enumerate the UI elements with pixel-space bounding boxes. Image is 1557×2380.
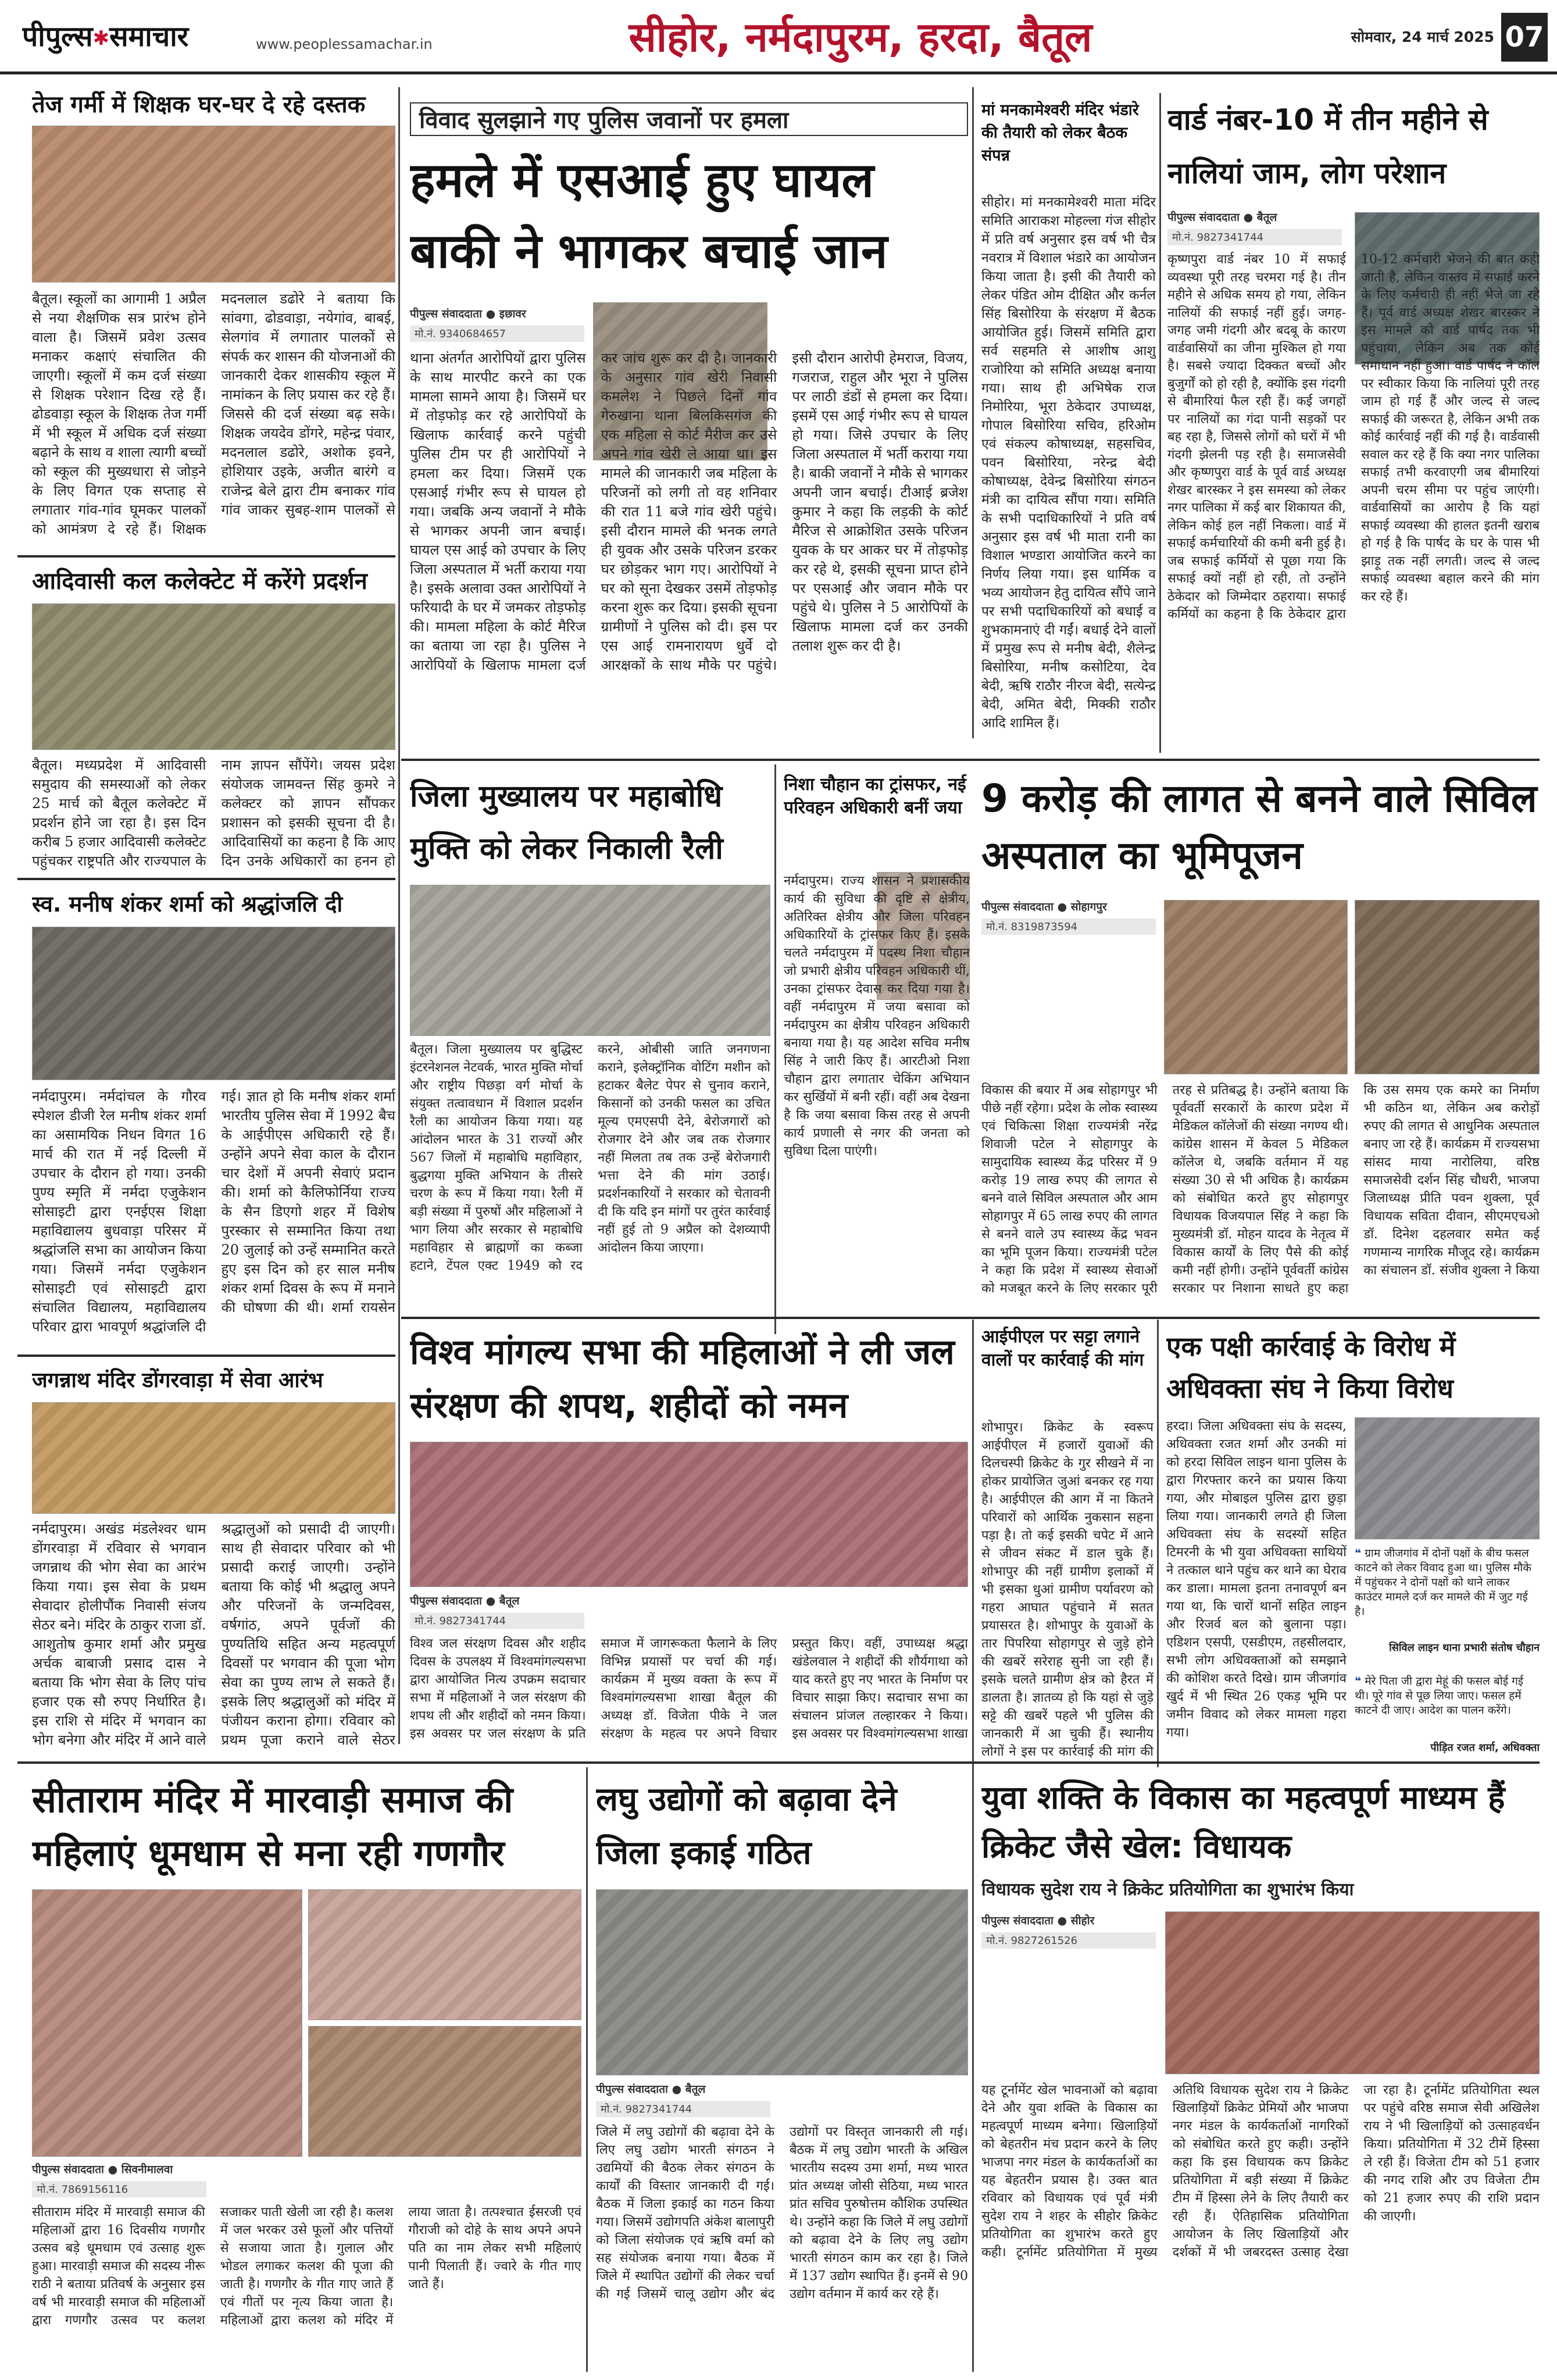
headline: विश्व मांगल्य सभा की महिलाओं ने ली जल संरक्षण की शपथ, शहीदों को नमन bbox=[410, 1332, 955, 1426]
quote-mark-icon: ❝ bbox=[1355, 1675, 1362, 1688]
byline bbox=[410, 1594, 584, 1609]
section-rule bbox=[401, 1317, 1540, 1319]
mobile-number: मो.नं. 7869156116 bbox=[32, 2181, 206, 2197]
section-rule bbox=[17, 555, 395, 558]
column-rule bbox=[1157, 1320, 1159, 1767]
pin-icon: ● bbox=[485, 1595, 496, 1607]
article-photo bbox=[410, 1442, 968, 1587]
article-body-lead bbox=[981, 1954, 1156, 2077]
masthead bbox=[0, 0, 1557, 74]
quote-2 bbox=[1355, 1674, 1540, 1738]
byline-place: बैतूल bbox=[499, 1595, 520, 1607]
subhead: विधायक सुदेश राय ने क्रिकेट प्रतियोगिता का शुभारंभ किया bbox=[981, 1879, 1354, 1900]
article-body: विकास की बयार में अब सोहागपुर भी पीछे नहीं रहेगा। प्रदेश के लोक स्वास्थ्य एवं चिकित्सा शिक्षा राज्यमंत्री नरेंद्र शिवाजी पटेल ने सोहागपुर के सामुदायिक स्वास्थ्य केंद्र परिसर में 9 करोड़ 19 लाख रुपए की लागत से बनने वाले सिविल अस्पताल और आम सोहागपुर में 65 लाख रुपए की लागत से बनने वाले उप स्वास्थ्य केंद्र भवन का भूमि पूजन किया। राज्यमंत्री पटेल ने कहा कि प्रदेश में स्वास्थ्य सेवाओं को मजबूत करने के लिए सरकार पूरी तरह से प्रतिबद्ध है। उन्होंने बताया कि पूर्ववर्ती सरकारों के कारण प्रदेश में मेडिकल कॉलेजों की संख्या नगण्य थी। कांग्रेस शासन में केवल 5 मेडिकल कॉलेज थे, जबकि वर्तमान में यह संख्या 30 से भी अधिक है। कार्यक्रम को संबोधित करते हुए सोहागपुर विधायक विजयपाल सिंह ने कहा कि मुख्यमंत्री डॉ. मोहन यादव के नेतृत्व में विकास कार्यों के लिए पैसे की कोई कमी नहीं होगी। उन्होंने पूर्ववर्ती कांग्रेस सरकार पर निशाना साधते हुए कहा कि उस समय एक कमरे का निर्माण भी कठिन था, लेकिन अब करोड़ों रुपए की लागत से आधुनिक अस्पताल बनाए जा रहे हैं। कार्यक्रम में राज्यसभा सांसद माया नारोलिया, वरिष्ठ समाजसेवी दर्शन सिंह चौधरी, भाजपा जिलाध्यक्ष प्रीति पवन शुक्ला, पूर्व विधायक सविता दीवान, सीएमएचओ डॉ. दिनेश दहलवार समेत कई गणमान्य नागरिक मौजूद रहे। कार्यक्रम का संचालन डॉ. संजीव शुक्ला ने किया bbox=[981, 1083, 1540, 1296]
article-photo bbox=[1355, 1417, 1540, 1539]
logo-star-icon: ✱ bbox=[92, 27, 110, 50]
pin-icon: ● bbox=[1243, 211, 1254, 224]
mobile-number: मो.नं. 9827341744 bbox=[1167, 229, 1342, 245]
issue-date: सोमवार, 24 मार्च 2025 bbox=[1351, 28, 1494, 45]
headline: 9 करोड़ की लागत से बनने वाले सिविल अस्पताल का भूमिपूजन bbox=[981, 776, 1537, 878]
column-rule bbox=[586, 1767, 588, 2372]
article-body: जिले में लघु उद्योगों की बढ़ावा देने के लिए लघु उद्योग भारती संगठन ने उद्यमियों की बैठक लेकर संगठन के कार्यों की विस्तार जानकारी दी गई। बैठक में जिला इकाई का गठन किया गया। जिसमें उद्योगपति अंकेश बालापुरी को जिला संयोजक एवं ऋषि वर्मा को सह संयोजक बनाया गया। बैठक में जिले में स्थापित उद्योगों की लेकर चर्चा की गई जिसमें चालू उद्योग और बंद उद्योगों पर विस्तृत जानकारी ली गई। बैठक में लघु उद्योग भारती के अखिल भारतीय सदस्य उमा शर्मा, मध्य भारत प्रांत अध्यक्ष जोसी सेठिया, मध्य भारत प्रांत सचिव पुरुषोत्तम कौशिक उपस्थित थे। उन्होंने कहा कि जिले में लघु उद्योगों को बढ़ावा देने के लिए लघु उद्योग भारती संगठन काम कर रहा है। जिले में 137 उद्योग स्थापित हैं। इनमें से 90 उद्योग वर्तमान में कार्य कर रहे हैं। bbox=[596, 2125, 968, 2302]
byline-name: पीपुल्स संवाददाता bbox=[410, 308, 482, 320]
byline-name: पीपुल्स संवाददाता bbox=[1167, 211, 1240, 224]
byline-place: बैतूल bbox=[1256, 211, 1277, 224]
quote-1-author: सिविल लाइन थाना प्रभारी संतोष चौहान bbox=[1389, 1642, 1540, 1654]
column-rule bbox=[972, 87, 974, 738]
column-rule bbox=[774, 764, 776, 1334]
article-photo bbox=[410, 885, 770, 1036]
section-rule bbox=[17, 1355, 395, 1357]
headline: सीताराम मंदिर में मारवाड़ी समाज की महिलाएं धूमधाम से मना रही गणगौर bbox=[32, 1778, 513, 1874]
headline: आदिवासी कल कलेक्टेट में करेंगे प्रदर्शन bbox=[32, 568, 367, 595]
article-photo bbox=[1165, 1911, 1540, 2074]
article-photo bbox=[32, 1889, 302, 2157]
byline bbox=[596, 2082, 770, 2097]
byline-name: पीपुल्स संवाददाता bbox=[410, 1595, 482, 1607]
article-body: नर्मदापुरम। राज्य शासन ने प्रशासकीय कार्य की सुविधा की दृष्टि से क्षेत्रीय, अतिरिक्त क्षेत्रीय और जिला परिवहन अधिकारियों के ट्रांसफर किए हैं। इसके चलते नर्मदापुरम में पदस्थ निशा चौहान जो प्रभारी क्षेत्रीय परिवहन अधिकारी थीं, उनका ट्रांसफर देवास कर दिया गया है। वहीं नर्मदापुरम में जया बसावा को नर्मदापुरम का क्षेत्रीय परिवहन अधिकारी बनाया गया है। यह आदेश सचिव मनीष सिंह ने जारी किए हैं। आरटीओ निशा चौहान द्वारा लगातार चेकिंग अभियान कर सुर्खियों में बनी रहीं। वहीं अब देखना है कि जया बसावा किस तरह से अपनी कार्य प्रणाली से नगर की जनता को सुविधा दिला पाएंगी। bbox=[784, 874, 970, 1159]
logo-left: पीपुल्स bbox=[22, 20, 93, 53]
headline: लघु उद्योगों को बढ़ावा देने जिला इकाई गठित bbox=[596, 1781, 897, 1872]
mobile-number: मो.नं. 9827341744 bbox=[596, 2101, 770, 2117]
kicker: विवाद सुलझाने गए पुलिस जवानों पर हमला bbox=[410, 102, 968, 136]
article-body: बैतूल। मध्यप्रदेश में आदिवासी समुदाय की समस्याओं को लेकर 25 मार्च को बैतूल कलेक्टेट में प्रदर्शन होने जा रहा है। इस दिन करीब 5 हजार आदिवासी कलेक्टेट पहुंचकर राष्ट्रपति और राज्यपाल के नाम ज्ञापन सौंपेंगे। जयस प्रदेश संयोजक जामवन्त सिंह कुमरे ने कलेक्टर को ज्ञापन सौंपकर प्रशासन को इसकी सूचना दी है। आदिवासियों का कहना है कि आए दिन उनके अधिकारों का हनन हो bbox=[32, 757, 395, 869]
byline-name: पीपुल्स संवाददाता bbox=[981, 900, 1054, 913]
column-rule bbox=[398, 87, 400, 1744]
byline-name: पीपुल्स संवाददाता bbox=[981, 1914, 1054, 1927]
mobile-number: मो.नं. 9340684657 bbox=[410, 326, 584, 342]
region-title: सीहोर, नर्मदापुरम, हरदा, बैतूल bbox=[628, 13, 1092, 61]
pin-icon: ● bbox=[1057, 900, 1067, 913]
byline bbox=[981, 1914, 1156, 1929]
quote-1 bbox=[1355, 1546, 1540, 1639]
page-number: 07 bbox=[1501, 13, 1548, 62]
byline-place: बैतूल bbox=[685, 2083, 706, 2096]
byline-place: सिवनीमालवा bbox=[121, 2163, 173, 2176]
pin-icon: ● bbox=[1057, 1914, 1067, 1927]
byline bbox=[32, 2163, 218, 2178]
mobile-number: मो.नं. 8319873594 bbox=[981, 919, 1156, 935]
column-rule bbox=[972, 1767, 974, 2372]
headline: एक पक्षी कार्रवाई के विरोध में अधिवक्ता संघ ने किया विरोध bbox=[1166, 1331, 1456, 1404]
section-rule bbox=[401, 759, 1540, 761]
byline-place: सोहागपुर bbox=[1070, 900, 1107, 913]
article-photo bbox=[308, 1889, 581, 2020]
website-url: www.peoplessamachar.in bbox=[256, 36, 433, 52]
masthead-logo bbox=[22, 16, 255, 57]
headline: जगन्नाथ मंदिर डोंगरवाड़ा में सेवा आरंभ bbox=[32, 1368, 323, 1392]
byline-place: सीहोर bbox=[1070, 1914, 1095, 1927]
byline bbox=[981, 900, 1156, 915]
article-body: बैतूल। स्कूलों का आगामी 1 अप्रैल से नया शैक्षणिक सत्र प्रारंभ होने वाला है। जिसमें प्रवेश उत्सव मनाकर कक्षाएं संचालित की जाएगी। स्कूलों में कम दर्ज संख्या से शिक्षक परेशान दिख रहे हैं। ढोडवाड़ा स्कूल के शिक्षक तेज गर्मी में भी स्कूल में अधिक दर्ज संख्या बढ़ाने के साथ व शाला त्यागी बच्चों को स्कूल की मुख्यधारा से जोड़ने के लिए विगत एक सप्ताह से लगातार गांव-गांव घूमकर पालकों को आमंत्रण दे रहे हैं। शिक्षक मदनलाल डढोरे ने बताया कि सांवगा, ढोडवाड़ा, नयेगांव, बाबई, सेलगांव में लगातार पालकों से संपर्क कर शासन की योजनाओं की जानकारी देकर शासकीय स्कूल में नामांकन के लिए प्रयास कर रहे हैं। जिससे की दर्ज संख्या बढ़ सके। शिक्षक जयदेव डोंगरे, महेन्द्र पंवार, मदनलाल डढोरे, अशोक इवने, होशियार उइके, अजीत बारंगे व राजेन्द्र बेले द्वारा टीम बनाकर गांव गांव जाकर सुबह-शाम पालकों से bbox=[32, 291, 395, 537]
article-photo bbox=[32, 927, 395, 1080]
mobile-number: मो.नं. 9827341744 bbox=[410, 1613, 584, 1629]
article-photo bbox=[1355, 900, 1540, 1074]
byline bbox=[410, 307, 584, 322]
column-rule bbox=[972, 1320, 974, 1767]
headline: हमले में एसआई हुए घायल बाकी ने भागकर बचाई जान bbox=[410, 153, 888, 279]
section-rule bbox=[17, 878, 395, 880]
article-body: हरदा। जिला अधिवक्ता संघ के सदस्य, अधिवक्ता रजत शर्मा और उनकी मां को हरदा सिविल लाइन थाना पुलिस के द्वारा गिरफ्तार करने का प्रयास किया गया, और मोबाइल पुलिस द्वारा छुड़ा लिया गया। जानकारी लगते ही जिला अधिवक्ता संघ के सदस्यों सहित टिमरनी के भी युवा अधिवक्ता साथियों ने तत्काल थाने पहुंच कर थाने का घेराव कर डाला। मामला इतना तनावपूर्ण बन गया था, कि चारों थानों सहित लाइन और रिजर्व बल को बुलाना पड़ा। एडिशन एसपी, एसडीएम, तहसीलदार, सभी लोग अधिवक्ताओं को समझाने की कोशिश करते दिखे। ग्राम जीजगांव खुर्द में भी स्थित 26 एकड़ भूमि पर जमीन विवाद को लेकर मामला गहरा गया। bbox=[1166, 1419, 1347, 1740]
article-body: यह टूर्नामेंट खेल भावनाओं को बढ़ावा देने और युवा शक्ति के विकास का महत्वपूर्ण माध्यम बनेगा। खिलाड़ियों को बेहतरीन मंच प्रदान करने के लिए भाजपा नगर मंडल के कार्यकर्ताओं का यह बेहतरीन प्रयास है। उक्त बात रविवार को विधायक एवं पूर्व मंत्री सुदेश राय ने शहर के सीहोर क्रिकेट प्रतियोगिता का शुभारंभ करते हुए कही। टूर्नामेंट प्रतियोगिता में मुख्य अतिथि विधायक सुदेश राय ने क्रिकेट खिलाड़ियों क्रिकेट प्रेमियों और भाजपा नगर मंडल के कार्यकर्ताओं नागरिकों को संबोधित करते हुए कही। उन्होंने कहा कि इस विधायक कप क्रिकेट प्रतियोगिता में बड़ी संख्या में क्रिकेट टीम में हिस्सा लेने के लिए तैयारी कर रही हैं। ऐतिहासिक प्रतियोगिता आयोजन के लिए खिलाड़ियों और दर्शकों में भी जबरदस्त उत्साह देखा जा रहा है। टूर्नामेंट प्रतियोगिता स्थल पर पहुंचे वरिष्ठ समाज सेवी अखिलेश राय ने भी खिलाड़ियों को उत्साहवर्धन किया। प्रतियोगिता में 32 टीमें हिस्सा ले रही हैं। विजेता टीम को 51 हजार की नगद राशि और उप विजेता टीम को 21 हजार रुपए की राशि प्रदान की जाएगी। bbox=[981, 2083, 1540, 2260]
article-body: कृष्णपुरा वार्ड नंबर 10 में सफाई व्यवस्था पूरी तरह चरमरा गई है। तीन महीने से अधिक समय हो गया, लेकिन नालियों की सफाई नहीं हुई। जगह-जगह जमी गंदगी और बदबू के कारण वार्डवासियों का जीना मुश्किल हो गया है। सबसे ज्यादा दिक्कत बच्चों और बुजुर्गों को हो रही है, क्योंकि इस गंदगी से बीमारियां फैल रही हैं। कई जगहों पर नालियों का गंदा पानी सड़कों पर बह रहा है, जिससे लोगों को घरों में भी गंदगी झेलनी पड़ रही है। समाजसेवी और कृष्णपुरा वार्ड के पूर्व वार्ड अध्यक्ष शेखर बारस्कर ने इस समस्या को लेकर नगर पालिका में कई बार शिकायत की, लेकिन कोई हल नहीं निकला। वार्ड में सफाई कर्मचारियों की कमी बनी हुई है। जब सफाई कर्मियों से पूछा गया कि सफाई क्यों नहीं हो रही, तो उन्होंने ठेकेदार को जिम्मेदार ठहराया। सफाई कर्मियों का कहना है कि ठेकेदार द्वारा 10-12 कर्मचारी भेजने की बात कही जाती है, लेकिन वास्तव में सफाई करने के लिए कर्मचारी ही नहीं भेजे जा रहे हैं। पूर्व वार्ड अध्यक्ष शेखर बारस्कर ने इस मामले को वार्ड पार्षद तक भी पहुंचाया, लेकिन अब तक कोई समाधान नहीं हुआ। वार्ड पार्षद ने कॉल पर स्वीकार किया कि नालियां पूरी तरह जाम हो गई हैं और जल्द से जल्द सफाई की जरूरत है, लेकिन अभी तक कोई कार्रवाई नहीं की गई है। वार्डवासी सवाल कर रहे हैं कि क्या नगर पालिका सफाई तभी करवाएगी जब बीमारियां अपनी चरम सीमा पर पहुंच जाएंगी। वार्डवासियों का आरोप है कि यहां सफाई व्यवस्था की हालत इतनी खराब हो गई है कि पार्षद के घर के पास भी झाड़ू तक नहीं लगती। जल्द से जल्द सफाई व्यवस्था बहाल करने की मांग कर रहे हैं। bbox=[1167, 252, 1540, 621]
headline: युवा शक्ति के विकास का महत्वपूर्ण माध्यम हैं क्रिकेट जैसे खेल: विधायक bbox=[981, 1779, 1505, 1865]
column-rule bbox=[1159, 93, 1161, 753]
article-body: सीताराम मंदिर में मारवाड़ी समाज की महिलाओं द्वारा 16 दिवसीय गणगौर उत्सव बड़े धूमधाम एवं उत्साह शुरू हुआ। मारवाड़ी समाज की सदस्य नीरू राठी ने बताया प्रतिवर्ष के अनुसार इस वर्ष भी मारवाड़ी समाज की महिलाओं द्वारा गणगौर उत्सव पर कलश सजाकर पाती खेली जा रही है। कलश में जल भरकर उसे फूलों और पत्तियों से सजाया जाता है। गुलाल और भोडल लगाकर कलश की पूजा की जाती है। गणगौर के गीत गाए जाते हैं एवं गीतों पर नृत्य किया जाता है। महिलाओं द्वारा कलश को मंदिर में लाया जाता है। तत्पश्चात ईसरजी एवं गौराजी को दोहे के साथ अपने अपने पति का नाम लेकर सभी महिलाएं पानी पिलाती हैं। ज्वारे के गीत गाए जाते हैं। bbox=[32, 2205, 581, 2328]
article-body: बैतूल। जिला मुख्यालय पर बुद्धिस्ट इंटरनेशनल नेटवर्क, भारत मुक्ति मोर्चा और राष्ट्रीय पिछड़ा वर्ग मोर्चा के संयुक्त तत्वावधान में विशाल प्रदर्शन रैली का आयोजन किया गया। यह आंदोलन भारत के 31 राज्यों और 567 जिलों में महाबोधि महाविहार, बुद्धगया मुक्ति अभियान के तीसरे चरण के रूप में किया गया। रैली में बड़ी संख्या में पुरुषों और महिलाओं ने भाग लिया और सरकार से महाबोधि महाविहार से ब्राह्मणों का कब्जा हटाने, टेंपल एक्ट 1949 को रद करने, ओबीसी जाति जनगणना कराने, इलेक्ट्रॉनिक वोटिंग मशीन को हटाकर बैलेट पेपर से चुनाव कराने, किसानों को उनकी फसल का उचित मूल्य एमएसपी देने, बेरोजगारों को रोजगार देने और जब तक रोजगार नहीं मिलता तब तक उन्हें बेरोजगारी भत्ता देने की मांग उठाई। प्रदर्शनकारियों ने सरकार को चेतावनी दी कि यदि इन मांगों पर तुरंत कार्रवाई नहीं हुई तो 9 अप्रैल को देशव्यापी आंदोलन किया जाएगा। bbox=[410, 1042, 770, 1273]
headline: आईपीएल पर सट्टा लगाने वालों पर कार्रवाई की मांग bbox=[981, 1327, 1144, 1370]
byline bbox=[1167, 210, 1342, 226]
article-body: नर्मदापुरम। अखंड मंडलेश्वर धाम डोंगरवाड़ा में रविवार से भगवान जगन्नाथ की भोग सेवा का आरंभ किया गया। इस सेवा के प्रथम सेवादार होलीपौंक निवासी संजय सेठर बने। मंदिर के ठाकुर राजा डॉ. आशुतोष कुमार शर्मा और प्रमुख अर्चक बाबाजी प्रसाद दास ने बताया कि भोग सेवा के लिए पांच हजार एक सौ रुपए निर्धारित है। इस राशि से मंदिर में भगवान का भोग बनेगा और मंदिर में आने वाले श्रद्धालुओं को प्रसादी दी जाएगी। साथ ही सेवादार परिवार को भी प्रसादी कराई जाएगी। उन्होंने बताया कि कोई भी श्रद्धालु अपने और परिजनों के जन्मदिवस, वर्षगांठ, अपने पूर्वजों की पुण्यतिथि सहित अन्य महत्वपूर्ण दिवसों पर भगवान की पूजा भोग सेवा का पुण्य लाभ ले सकते हैं। इसके लिए श्रद्धालुओं को मंदिर में पंजीयन कराना होगा। रविवार को प्रथम पूजा कराने वाले सेठर bbox=[32, 1521, 395, 1748]
article-body: सीहोर। मां मनकामेश्वरी माता मंदिर समिति आराकश मोहल्ला गंज सीहोर में प्रति वर्ष अनुसार इस वर्ष भी चैत्र नवरात्र में विशाल भंडारे का आयोजन किया जाता है। इसी की तैयारी को लेकर पंडित ओम दीक्षित और कर्नल सिंह बिसोरिया के संरक्षण में बैठक आयोजित हुई। जिसमें समिति द्वारा सर्व सहमति से आशीष आशु राजोरिया को समिति अध्यक्ष बनाया गया। साथ ही अभिषेक राज निमोरिया, भूरा ठेकेदार उपाध्यक्ष, गोपाल बिसोरिया सचिव, हरिओम एवं संकल्प कोषाध्यक्ष, सहसचिव, पवन बिसोरिया, नरेन्द्र बेदी कोषाध्यक्ष, देवेन्द्र बिसोरिया संगठन मंत्री का दायित्व सौंपा गया। समिति के सभी पदाधिकारियों ने प्रति वर्ष अनुसार इस वर्ष भी माता रानी का विशाल भण्डारा आयोजित करने का निर्णय लिया गया। इस धार्मिक व भव्य आयोजन हेतु दायित्व सौंपे जाने पर सभी पदाधिकारियों को बधाई व शुभकामनाएं दी गईं। बधाई देने वालों में प्रमुख रूप से मनीष बेदी, शैलेन्द्र बिसोरिया, मनीष कसोटिया, देव बेदी, ऋषि राठौर नीरज बेदी, सत्येन्द्र बेदी, अमित बेदी, मिक्की राठौर आदि शामिल हैं। bbox=[981, 195, 1156, 731]
logo-right: समाचार bbox=[109, 20, 189, 53]
headline: तेज गर्मी में शिक्षक घर-घर दे रहे दस्तक bbox=[32, 91, 366, 118]
headline: जिला मुख्यालय पर महाबोधि मुक्ति को लेकर निकाली रैली bbox=[410, 779, 723, 866]
section-rule bbox=[17, 1761, 1540, 1764]
quote-2-author: पीड़ित रजत शर्मा, अधिवक्ता bbox=[1430, 1742, 1540, 1754]
quote-mark-icon: ❝ bbox=[1355, 1547, 1362, 1560]
article-body: विश्व जल संरक्षण दिवस और शहीद दिवस के उपलक्ष्य में विश्वमांगल्यसभा द्वारा आयोजित नित्य उपक्रम सदाचार सभा में महिलाओं ने जल संरक्षण की शपथ ली और शहीदों को नमन किया। इस अवसर पर जल संरक्षण के प्रति समाज में जागरूकता फैलाने के लिए विभिन्न प्रयासों पर चर्चा की गई। कार्यक्रम में मुख्य वक्ता के रूप में विश्वमांगल्यसभा शाखा बैतूल की अध्यक्ष डॉ. विजेता पीके ने जल संरक्षण के महत्व पर अपने विचार प्रस्तुत किए। वहीं, उपाध्यक्ष श्रद्धा खंडेलवाल ने शहीदों की शौर्यगाथा को याद करते हुए नए भारत के निर्माण पर विचार साझा किए। सदाचार सभा का संचालन प्रांजल तल्हारकर ने किया। इस अवसर पर विश्वमांगल्यसभा शाखा bbox=[410, 1636, 968, 1741]
headline: वार्ड नंबर-10 में तीन महीने से नालियां जाम, लोग परेशान bbox=[1167, 103, 1488, 190]
article-photo bbox=[32, 1402, 395, 1514]
article-photo bbox=[308, 2026, 581, 2157]
headline: स्व. मनीष शंकर शर्मा को श्रद्धांजलि दी bbox=[32, 891, 343, 917]
article-photo bbox=[32, 126, 395, 283]
article-photo bbox=[1164, 900, 1348, 1074]
pin-icon: ● bbox=[108, 2163, 118, 2176]
article-body: नर्मदापुरम। नर्मदांचल के गौरव स्पेशल डीजी रेल मनीष शंकर शर्मा का असामयिक निधन विगत 16 मार्च की रात में नई दिल्ली में उपचार के दौरान हो गया। उनकी पुण्य स्मृति में नर्मदा एजुकेशन सोसाइटी द्वारा एनईएस शिक्षा महाविद्यालय बुधवाड़ा परिसर में श्रद्धांजलि सभा का आयोजन किया गया। जिसमें नर्मदा एजुकेशन सोसाइटी एवं सोसाइटी द्वारा संचालित विद्यालय, महाविद्यालय परिवार द्वारा भावपूर्ण श्रद्धांजलि दी गई। ज्ञात हो कि मनीष शंकर शर्मा भारतीय पुलिस सेवा में 1992 बैच के आईपीएस अधिकारी रहे हैं। उन्होंने अपने सेवा काल के दौरान चार देशों में अपनी सेवाएं प्रदान की। शर्मा को कैलिफोर्निया राज्य के सैन डिएगो शहर में विशेष पुरस्कार से सम्मानित किया तथा 20 जुलाई को उन्हें सम्मानित करते हुए इस दिन को हर साल मनीष शंकर शर्मा दिवस के रूप में मनाने की घोषणा की थी। शर्मा रायसेन bbox=[32, 1088, 395, 1335]
pin-icon: ● bbox=[485, 308, 496, 320]
mobile-number: मो.नं. 9827261526 bbox=[981, 1932, 1156, 1949]
pin-icon: ● bbox=[672, 2083, 682, 2096]
article-photo bbox=[596, 1889, 968, 2075]
byline-name: पीपुल्स संवाददाता bbox=[596, 2083, 668, 2096]
headline: निशा चौहान का ट्रांसफर, नई परिवहन अधिकारी बनीं जया bbox=[784, 774, 966, 818]
byline-name: पीपुल्स संवाददाता bbox=[32, 2163, 104, 2176]
article-body: थाना अंतर्गत आरोपियों द्वारा पुलिस के साथ मारपीट करने का एक मामला सामने आया है। जिसमें घर में तोड़फोड़ कर रहे आरोपियों के खिलाफ कार्रवाई करने पहुंची पुलिस टीम पर ही आरोपियों ने हमला कर दिया। जिसमें एक एसआई गंभीर रूप से घायल हो गया। जबकि अन्य जवानों ने मौके से भागकर अपनी जान बचाई। घायल एस आई को उपचार के लिए जिला अस्पताल में भर्ती कराया गया है। इसके अलावा उक्त आरोपियों ने फरियादी के घर में जमकर तोड़फोड़ की। मामला महिला के कोर्ट मैरिज का बताया जा रहा है। पुलिस ने आरोपियों के खिलाफ मामला दर्ज कर जांच शुरू कर दी है। जानकारी के अनुसार गांव खेरी निवासी कमलेश ने पिछले दिनों गांव गेरुखाना थाना बिलकिसगंज की एक महिला से कोर्ट मैरीज कर उसे अपने गांव खेरी ले आया था। इस मामले की जानकारी जब महिला के परिजनों को लगी तो वह शनिवार की रात 11 बजे गांव खेरी पहुंचे। इसी दौरान मामले की भनक लगते ही युवक और उसके परिजन डरकर घर छोड़कर भाग गए। आरोपियों ने घर को सूना देखकर उसमें तोड़फोड़ करना शुरू कर दिया। इसकी सूचना ग्रामीणों ने पुलिस को दी। इस पर एस आई रामनारायण धुर्वे दो आरक्षकों के साथ मौके पर पहुंचे। इसी दौरान आरोपी हेमराज, विजय, गजराज, राहुल और भूरा ने पुलिस पर लाठी डंडों से हमला कर दिया। इसमें एस आई गंभीर रूप से घायल हो गया। जिसे उपचार के लिए जिला अस्पताल में भर्ती कराया गया है। बाकी जवानों ने मौके से भागकर अपनी जान बचाई। टीआई ब्रजेश कुमार ने कहा कि लड़की के कोर्ट मैरिज से आक्रोशित उसके परिजन युवक के घर आकर घर में तोड़फोड़ कर रहे थे, इसकी सूचना प्राप्त होने पर एसआई और जवान मौके पर पहुंचे थे। पुलिस ने 5 आरोपियों के खिलाफ मामला दर्ज कर उनकी तलाश शुरू कर दी है। bbox=[410, 350, 968, 673]
headline: मां मनकामेश्वरी मंदिर भंडारे की तैयारी को लेकर बैठक संपन्न bbox=[981, 101, 1139, 165]
quote-1-text: ग्राम जीजगांव में दोनों पक्षों के बीच फसल काटने को लेकर विवाद हुआ था। पुलिस मौके में पहुंचकर ने दोनों पक्षों को थाने लाकर काउंटर मामले दर्ज कर मामले की में जुट गई है। bbox=[1355, 1547, 1531, 1618]
quote-2-text: मेरे पिता जी द्वारा मेहूं की फसल बोई गई थी। पूरे गांव से पूछ लिया जाए। फसल हमें काटने दी जाए। आदेश का पालन करेंगे। bbox=[1355, 1675, 1524, 1717]
article-body: शोभापुर। क्रिकेट के स्वरूप आईपीएल में हजारों युवाओं की दिलचस्पी क्रिकेट के गुर सीखने में ना होकर प्रायोजित जुआं बनकर रह गया है। आईपीएल की आग में ना कितने परिवारों को आर्थिक नुकसान सहना पड़ा है। तो कई इसकी चपेट में आने से जीवन संकट में डाल चुके हैं। शोभापुर की नहीं ग्रामीण इलाकों में भी इसका धुआं ग्रामीण पर्यावरण को गहरा आघात पहुंचाने में सतत प्रयासरत है। शोभापुर के युवाओं के तार पिपरिया सोहागपुर से जुड़े होने की खबरें सरेराह सुनी जा रही हैं। इसके चलते ग्रामीण क्षेत्र को हैरत में डालता है। ज्ञातव्य हो कि यहां से जुड़े सट्टे की खबरें पहले भी पुलिस की जानकारी में आ चुकी हैं। स्थानीय लोगों ने इस पर कार्रवाई की मांग की bbox=[981, 1420, 1154, 1759]
byline-place: इछावर bbox=[499, 308, 526, 320]
article-photo bbox=[32, 603, 395, 750]
